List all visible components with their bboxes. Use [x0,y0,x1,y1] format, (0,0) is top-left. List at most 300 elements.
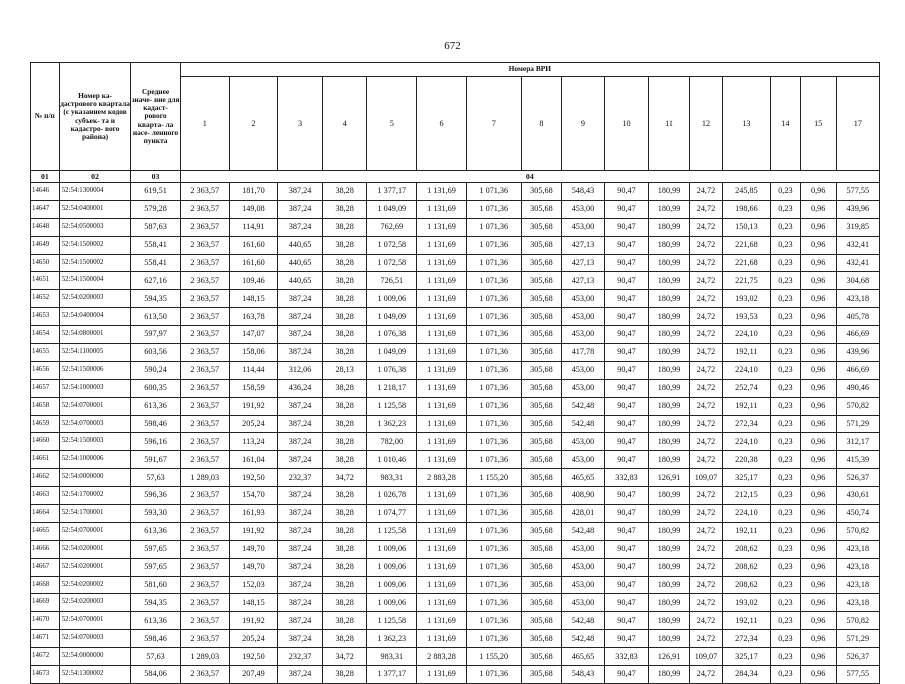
vri-value-cell: 0,23 [771,505,801,523]
vri-value-cell: 0,23 [771,254,801,272]
vri-value-cell: 1 071,36 [466,397,521,415]
average-value-cell: 613,36 [131,397,180,415]
vri-value-cell: 90,47 [604,487,648,505]
vri-value-cell: 415,39 [836,451,879,469]
vri-value-cell: 148,15 [229,290,277,308]
vri-value-cell: 24,72 [690,290,723,308]
vri-value-cell: 180,99 [649,344,690,362]
vri-value-cell: 305,68 [521,415,561,433]
vri-value-cell: 1 131,69 [417,594,466,612]
row-number-cell: 14656 [31,361,60,379]
vri-value-cell: 0,96 [800,666,836,684]
vri-value-cell: 408,90 [561,487,604,505]
vri-value-cell: 90,47 [604,558,648,576]
vri-value-cell: 38,28 [323,666,367,684]
table-row [31,576,880,594]
vri-value-cell: 1 131,69 [417,200,466,218]
vri-value-cell: 1 074,77 [367,505,417,523]
kvartal-cell: 52:54:0700003 [59,415,131,433]
vri-value-cell: 1 125,58 [367,522,417,540]
vri-value-cell: 1 131,69 [417,290,466,308]
vri-value-cell: 180,99 [649,415,690,433]
vri-value-cell: 1 131,69 [417,326,466,344]
vri-value-cell: 387,24 [278,487,323,505]
vri-value-cell: 387,24 [278,594,323,612]
kvartal-cell: 52:54:1300002 [59,666,131,684]
vri-value-cell: 0,96 [800,272,836,290]
vri-value-cell: 90,47 [604,379,648,397]
vri-value-cell: 1 071,36 [466,540,521,558]
row-number-cell: 14670 [31,612,60,630]
vri-value-cell: 542,48 [561,522,604,540]
vri-value-cell: 205,24 [229,415,277,433]
vri-value-cell: 1 071,36 [466,558,521,576]
vri-value-cell: 0,96 [800,200,836,218]
table-row [31,666,880,684]
header-vri-number: 10 [604,77,648,171]
vri-value-cell: 387,24 [278,666,323,684]
vri-value-cell: 0,23 [771,540,801,558]
vri-value-cell: 387,24 [278,200,323,218]
vri-value-cell: 0,96 [800,218,836,236]
vri-value-cell: 387,24 [278,451,323,469]
vri-value-cell: 387,24 [278,558,323,576]
average-value-cell: 613,36 [131,612,180,630]
vri-value-cell: 180,99 [649,540,690,558]
vri-value-cell: 305,68 [521,236,561,254]
vri-value-cell: 147,07 [229,326,277,344]
vri-value-cell: 1 071,36 [466,522,521,540]
vri-value-cell: 1 131,69 [417,540,466,558]
vri-value-cell: 465,65 [561,469,604,487]
vri-value-cell: 1 071,36 [466,254,521,272]
vri-value-cell: 192,50 [229,469,277,487]
vri-value-cell: 305,68 [521,361,561,379]
vri-value-cell: 24,72 [690,594,723,612]
kvartal-cell: 52:54:1500004 [59,272,131,290]
header-vri-number: 17 [836,77,879,171]
vri-value-cell: 224,10 [722,505,770,523]
vri-value-cell: 1 131,69 [417,415,466,433]
vri-value-cell: 439,96 [836,200,879,218]
vri-value-cell: 38,28 [323,290,367,308]
header-vri-number: 15 [800,77,836,171]
vri-value-cell: 38,28 [323,576,367,594]
vri-value-cell: 1 131,69 [417,183,466,201]
vri-value-cell: 34,72 [323,469,367,487]
vri-value-cell: 0,23 [771,200,801,218]
vri-value-cell: 24,72 [690,272,723,290]
vri-value-cell: 193,02 [722,290,770,308]
vri-value-cell: 34,72 [323,648,367,666]
vri-value-cell: 2 363,57 [180,630,229,648]
vri-value-cell: 180,99 [649,200,690,218]
vri-value-cell: 109,07 [690,469,723,487]
vri-value-cell: 113,24 [229,433,277,451]
code-cell: 01 [31,171,60,183]
vri-value-cell: 161,04 [229,451,277,469]
vri-value-cell: 2 363,57 [180,308,229,326]
table-row [31,451,880,469]
vri-value-cell: 38,28 [323,272,367,290]
vri-value-cell: 224,10 [722,361,770,379]
vri-value-cell: 1 072,58 [367,254,417,272]
vri-value-cell: 284,34 [722,666,770,684]
row-number-cell: 14658 [31,397,60,415]
vri-value-cell: 24,72 [690,666,723,684]
vri-value-cell: 0,23 [771,308,801,326]
kvartal-cell: 52:54:0200001 [59,540,131,558]
vri-value-cell: 1 377,17 [367,183,417,201]
vri-value-cell: 387,24 [278,630,323,648]
table-row [31,254,880,272]
kvartal-cell: 52:54:1500006 [59,361,131,379]
table-row [31,433,880,451]
table-row [31,648,880,666]
vri-value-cell: 548,43 [561,666,604,684]
vri-value-cell: 208,62 [722,576,770,594]
vri-value-cell: 0,23 [771,666,801,684]
vri-value-cell: 0,96 [800,326,836,344]
vri-value-cell: 387,24 [278,344,323,362]
vri-value-cell: 24,72 [690,397,723,415]
vri-value-cell: 2 363,57 [180,272,229,290]
vri-value-cell: 0,96 [800,379,836,397]
vri-value-cell: 252,74 [722,379,770,397]
vri-value-cell: 387,24 [278,218,323,236]
vri-value-cell: 423,18 [836,576,879,594]
row-number-cell: 14650 [31,254,60,272]
vri-value-cell: 423,18 [836,558,879,576]
vri-value-cell: 180,99 [649,236,690,254]
vri-value-cell: 1 071,36 [466,183,521,201]
vri-value-cell: 0,23 [771,326,801,344]
vri-value-cell: 1 131,69 [417,576,466,594]
vri-value-cell: 161,60 [229,236,277,254]
vri-value-cell: 427,13 [561,254,604,272]
vri-value-cell: 38,28 [323,415,367,433]
vri-value-cell: 453,00 [561,451,604,469]
vri-value-cell: 180,99 [649,272,690,290]
vri-value-cell: 305,68 [521,183,561,201]
vri-value-cell: 305,68 [521,522,561,540]
vri-value-cell: 154,70 [229,487,277,505]
vri-value-cell: 38,28 [323,236,367,254]
kvartal-cell: 52:54:0200003 [59,290,131,308]
vri-value-cell: 181,70 [229,183,277,201]
vri-value-cell: 38,28 [323,558,367,576]
average-value-cell: 590,24 [131,361,180,379]
average-value-cell: 613,50 [131,308,180,326]
vri-value-cell: 0,96 [800,540,836,558]
row-number-cell: 14654 [31,326,60,344]
vri-value-cell: 465,65 [561,648,604,666]
vri-value-cell: 28,13 [323,361,367,379]
vri-value-cell: 305,68 [521,576,561,594]
vri-value-cell: 542,48 [561,415,604,433]
vri-value-cell: 38,28 [323,254,367,272]
vri-value-cell: 38,28 [323,487,367,505]
vri-value-cell: 570,82 [836,397,879,415]
row-number-cell: 14666 [31,540,60,558]
vri-value-cell: 548,43 [561,183,604,201]
vri-value-cell: 152,03 [229,576,277,594]
kvartal-cell: 52:54:0400001 [59,200,131,218]
average-value-cell: 619,51 [131,183,180,201]
vri-value-cell: 983,31 [367,648,417,666]
vri-value-cell: 0,23 [771,272,801,290]
vri-value-cell: 1 009,06 [367,576,417,594]
vri-value-cell: 2 883,28 [417,469,466,487]
kvartal-cell: 52:54:0000000 [59,648,131,666]
vri-value-cell: 0,96 [800,648,836,666]
average-value-cell: 579,28 [131,200,180,218]
header-kvartal: Номер ка- дастрового квартала (с указанием кодов субъек- та и кадастро- вого района) [59,63,131,171]
vri-value-cell: 24,72 [690,308,723,326]
vri-value-cell: 427,13 [561,272,604,290]
table-row [31,540,880,558]
code-cell: 02 [59,171,131,183]
vri-value-cell: 90,47 [604,290,648,308]
vri-value-cell: 305,68 [521,487,561,505]
average-value-cell: 597,65 [131,540,180,558]
vri-value-cell: 0,96 [800,576,836,594]
vri-value-cell: 2 363,57 [180,576,229,594]
vri-value-cell: 0,23 [771,469,801,487]
vri-value-cell: 1 071,36 [466,308,521,326]
vri-value-cell: 192,11 [722,397,770,415]
vri-value-cell: 1 071,36 [466,415,521,433]
table-row [31,379,880,397]
vri-value-cell: 453,00 [561,540,604,558]
vri-value-cell: 2 363,57 [180,415,229,433]
average-value-cell: 597,97 [131,326,180,344]
header-vri-number: 13 [722,77,770,171]
vri-value-cell: 440,65 [278,272,323,290]
vri-value-cell: 1 131,69 [417,361,466,379]
vri-value-cell: 232,37 [278,648,323,666]
row-number-cell: 14652 [31,290,60,308]
vri-value-cell: 0,96 [800,254,836,272]
vri-value-cell: 305,68 [521,308,561,326]
vri-value-cell: 180,99 [649,558,690,576]
vri-value-cell: 0,23 [771,397,801,415]
kvartal-cell: 52:54:1300004 [59,183,131,201]
vri-value-cell: 1 026,78 [367,487,417,505]
vri-value-cell: 1 071,36 [466,326,521,344]
vri-value-cell: 24,72 [690,558,723,576]
vri-value-cell: 305,68 [521,200,561,218]
vri-value-cell: 542,48 [561,397,604,415]
vri-value-cell: 38,28 [323,630,367,648]
vri-value-cell: 387,24 [278,183,323,201]
vri-value-cell: 0,96 [800,469,836,487]
vri-value-cell: 0,96 [800,236,836,254]
average-value-cell: 600,35 [131,379,180,397]
vri-value-cell: 149,70 [229,540,277,558]
vri-value-cell: 0,23 [771,558,801,576]
vri-value-cell: 24,72 [690,451,723,469]
vri-value-cell: 577,55 [836,183,879,201]
vri-value-cell: 387,24 [278,290,323,308]
vri-value-cell: 305,68 [521,666,561,684]
average-value-cell: 594,35 [131,594,180,612]
vri-value-cell: 466,69 [836,361,879,379]
vri-value-cell: 24,72 [690,379,723,397]
vri-value-cell: 38,28 [323,326,367,344]
kvartal-cell: 52:54:1000003 [59,379,131,397]
vri-value-cell: 332,83 [604,648,648,666]
vri-value-cell: 192,11 [722,344,770,362]
table-row [31,594,880,612]
average-value-cell: 596,16 [131,433,180,451]
vri-value-cell: 1 131,69 [417,612,466,630]
vri-value-cell: 1 071,36 [466,379,521,397]
vri-value-cell: 90,47 [604,505,648,523]
vri-value-cell: 0,96 [800,361,836,379]
vri-value-cell: 305,68 [521,630,561,648]
header-srednee: Среднее значе- ние для кадаст- рового кварта- ла насе- ленного пункта [131,63,180,171]
vri-value-cell: 1 218,17 [367,379,417,397]
vri-value-cell: 90,47 [604,361,648,379]
table-body [31,183,880,684]
vri-value-cell: 163,78 [229,308,277,326]
vri-value-cell: 109,07 [690,648,723,666]
vri-value-cell: 0,23 [771,451,801,469]
vri-value-cell: 1 009,06 [367,594,417,612]
kvartal-cell: 52:54:0200002 [59,576,131,594]
vri-value-cell: 180,99 [649,183,690,201]
vri-value-cell: 526,37 [836,648,879,666]
vri-value-cell: 24,72 [690,415,723,433]
header-vri-number: 14 [771,77,801,171]
vri-value-cell: 325,17 [722,469,770,487]
vri-value-cell: 1 009,06 [367,558,417,576]
vri-value-cell: 24,72 [690,361,723,379]
row-number-cell: 14651 [31,272,60,290]
vri-value-cell: 432,41 [836,254,879,272]
vri-value-cell: 126,91 [649,648,690,666]
vri-value-cell: 180,99 [649,379,690,397]
vri-value-cell: 2 883,28 [417,648,466,666]
vri-value-cell: 305,68 [521,272,561,290]
vri-value-cell: 1 131,69 [417,487,466,505]
vri-value-cell: 205,24 [229,630,277,648]
row-number-cell: 14659 [31,415,60,433]
average-value-cell: 558,41 [131,254,180,272]
vri-value-cell: 762,69 [367,218,417,236]
vri-value-cell: 212,15 [722,487,770,505]
vri-value-cell: 0,96 [800,433,836,451]
row-number-cell: 14660 [31,433,60,451]
kvartal-cell: 52:54:1500002 [59,236,131,254]
vri-value-cell: 1 071,36 [466,361,521,379]
vri-value-cell: 0,23 [771,236,801,254]
vri-value-cell: 0,96 [800,344,836,362]
vri-value-cell: 1 010,46 [367,451,417,469]
vri-value-cell: 0,96 [800,183,836,201]
table-row [31,522,880,540]
row-number-cell: 14664 [31,505,60,523]
vri-value-cell: 453,00 [561,290,604,308]
vri-value-cell: 305,68 [521,540,561,558]
vri-value-cell: 2 363,57 [180,487,229,505]
vri-value-cell: 0,23 [771,522,801,540]
kvartal-cell: 52:54:0400004 [59,308,131,326]
vri-value-cell: 24,72 [690,218,723,236]
header-vri-number: 7 [466,77,521,171]
vri-value-cell: 305,68 [521,558,561,576]
vri-value-cell: 38,28 [323,397,367,415]
table-row [31,612,880,630]
vri-value-cell: 2 363,57 [180,505,229,523]
table-row [31,415,880,433]
vri-value-cell: 38,28 [323,540,367,558]
vri-value-cell: 24,72 [690,505,723,523]
table-row [31,630,880,648]
vri-value-cell: 38,28 [323,522,367,540]
vri-value-cell: 571,29 [836,415,879,433]
header-vri-title: Номера ВРИ [180,63,879,77]
vri-value-cell: 90,47 [604,308,648,326]
vri-value-cell: 192,11 [722,522,770,540]
vri-value-cell: 38,28 [323,379,367,397]
column-codes-row [31,171,880,183]
vri-value-cell: 180,99 [649,308,690,326]
vri-value-cell: 0,96 [800,505,836,523]
vri-value-cell: 387,24 [278,576,323,594]
vri-value-cell: 1 155,20 [466,469,521,487]
vri-value-cell: 0,96 [800,290,836,308]
vri-value-cell: 24,72 [690,612,723,630]
vri-value-cell: 90,47 [604,630,648,648]
header-vri-number: 12 [690,77,723,171]
average-value-cell: 581,60 [131,576,180,594]
vri-value-cell: 2 363,57 [180,433,229,451]
vri-value-cell: 2 363,57 [180,397,229,415]
kvartal-cell: 52:54:1700001 [59,505,131,523]
vri-value-cell: 24,72 [690,183,723,201]
table-row [31,469,880,487]
vri-value-cell: 1 131,69 [417,505,466,523]
vri-value-cell: 1 071,36 [466,290,521,308]
vri-value-cell: 150,13 [722,218,770,236]
vri-value-cell: 180,99 [649,612,690,630]
vri-value-cell: 542,48 [561,612,604,630]
vri-value-cell: 305,68 [521,344,561,362]
table-row [31,361,880,379]
vri-value-cell: 423,18 [836,540,879,558]
vri-value-cell: 2 363,57 [180,540,229,558]
vri-value-cell: 1 131,69 [417,218,466,236]
vri-value-cell: 158,06 [229,344,277,362]
table-row [31,272,880,290]
vri-value-cell: 90,47 [604,522,648,540]
average-value-cell: 57,63 [131,648,180,666]
vri-value-cell: 1 071,36 [466,433,521,451]
vri-value-cell: 387,24 [278,326,323,344]
vri-value-cell: 428,01 [561,505,604,523]
vri-value-cell: 1 071,36 [466,200,521,218]
code-cell: 03 [131,171,180,183]
vri-value-cell: 305,68 [521,648,561,666]
kvartal-cell: 52:54:1500002 [59,254,131,272]
vri-value-cell: 193,53 [722,308,770,326]
table-row [31,236,880,254]
vri-value-cell: 38,28 [323,612,367,630]
vri-value-cell: 180,99 [649,397,690,415]
vri-value-cell: 192,11 [722,612,770,630]
